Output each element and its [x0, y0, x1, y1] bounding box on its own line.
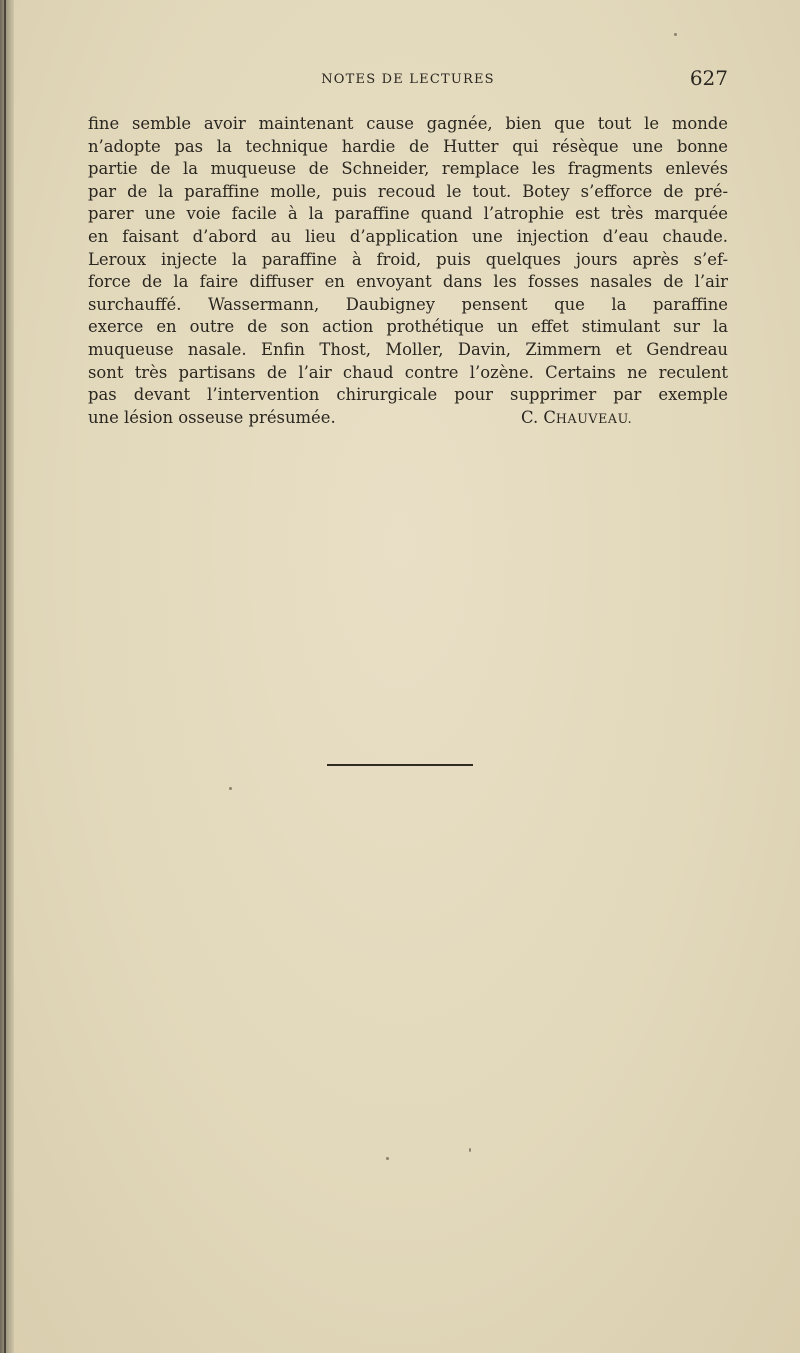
running-title: NOTES DE LECTURES [321, 72, 495, 87]
signature-initial: C. C [521, 407, 556, 427]
text-line: par de la paraffine molle, puis recoud le tout. Botey s’efforce de pré- [88, 181, 728, 201]
text-line: fine semble avoir maintenant cause gagnée, bien que tout le monde [88, 114, 728, 133]
text-line: n’adopte pas la technique hardie de Hutter qui résèque une bonne [88, 136, 728, 156]
last-line-text: une lésion osseuse présumée. [88, 407, 336, 427]
text-line-last [88, 407, 728, 430]
signature-small-caps: HAUVEAU. [555, 410, 633, 426]
text-line: exerce en outre de son action prothétique un effet stimulant sur la [88, 317, 728, 337]
binding-shadow-line [4, 0, 6, 1353]
text-line: Leroux injecte la paraffine à froid, puis quelques jours après s’ef- [88, 249, 728, 269]
text-line: pas devant l’intervention chirurgicale pour supprimer par exemple [88, 385, 728, 405]
text-line: surchauffé. Wassermann, Daubigney pensent que la paraffine [88, 294, 728, 314]
body-paragraph [88, 113, 728, 429]
page-number: 627 [689, 66, 728, 90]
text-line: partie de la muqueuse de Schneider, remplace les fragments enlevés [88, 159, 728, 179]
author-signature [521, 407, 632, 431]
binding-edge [0, 0, 14, 1353]
paper-speck [229, 787, 232, 790]
text-line: force de la faire diffuser en envoyant dans les fosses nasales de l’air [88, 272, 728, 292]
paper-speck [674, 33, 677, 36]
text-line: parer une voie facile à la paraffine quand l’atrophie est très marquée [88, 204, 728, 224]
text-line: muqueuse nasale. Enfin Thost, Moller, Davin, Zimmern et Gendreau [88, 339, 728, 359]
section-divider-rule [327, 764, 473, 766]
text-line: sont très partisans de l’air chaud contre l’ozène. Certains ne reculent [88, 362, 728, 382]
paper-speck [386, 1157, 389, 1160]
paper-speck [469, 1148, 471, 1152]
running-head [88, 66, 728, 94]
text-line: en faisant d’abord au lieu d’application une injection d’eau chaude. [88, 226, 728, 246]
